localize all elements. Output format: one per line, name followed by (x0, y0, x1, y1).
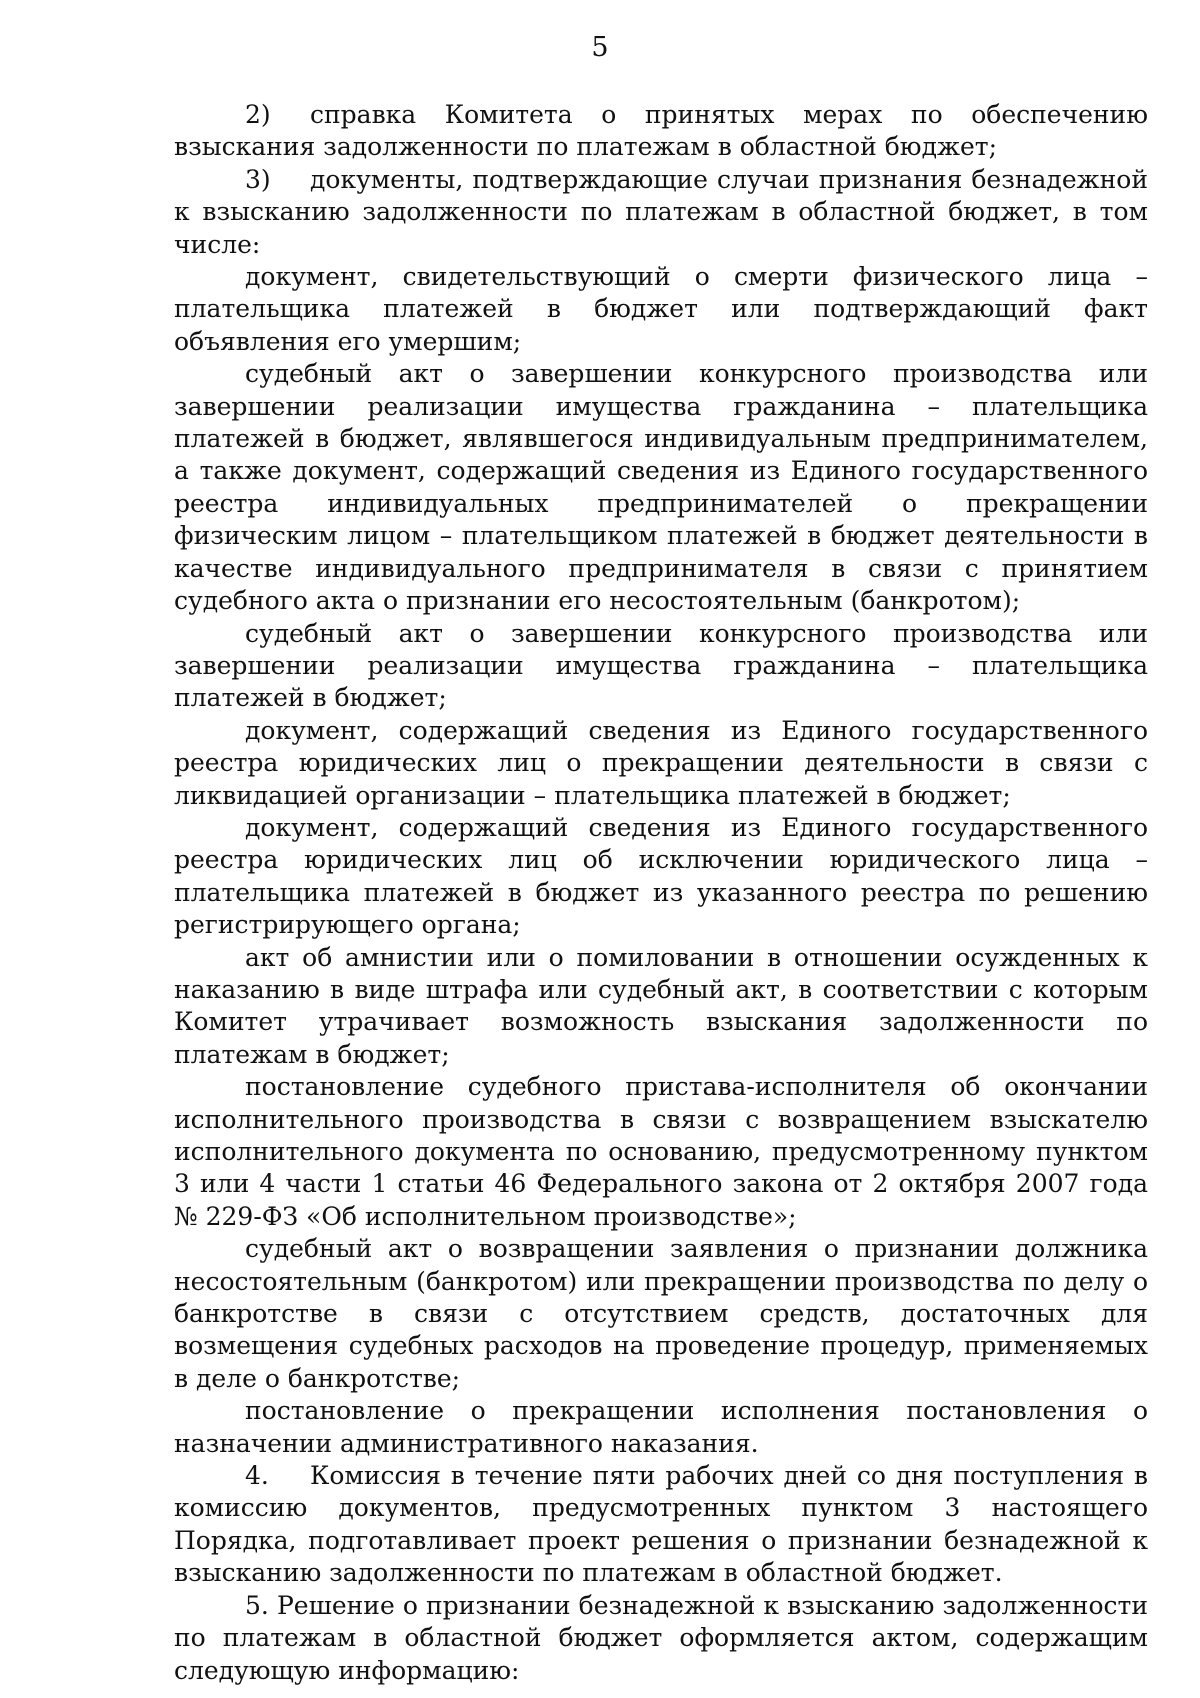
item-number: 2) (245, 100, 271, 129)
paragraph-item-4 (174, 1460, 1148, 1590)
paragraph: постановление о прекращении исполнения постановления о назначении административного наказания. (174, 1396, 1148, 1458)
paragraph: постановление судебного пристава-исполнителя об окончании исполнительного производства в связи с возвращением взыскателю исполнительного документа по основанию, предусмотренному пунктом 3 или 4 части 1 статьи 46 Федерального закона от 2 октября 2007 года № 229-ФЗ «Об исполнительном производстве»; (174, 1072, 1148, 1231)
page-number: 5 (591, 32, 609, 63)
paragraph: документ, свидетельствующий о смерти физического лица – плательщика платежей в бюджет или подтверждающий факт объявления его умершим; (174, 262, 1148, 356)
paragraph-item-2 (174, 99, 1148, 164)
paragraph: судебный акт о завершении конкурсного производства или завершении реализации имущества гражданина – плательщика платежей в бюджет; (174, 618, 1148, 713)
paragraph: судебный акт о завершении конкурсного производства или завершении реализации имущества гражданина – плательщика платежей в бюджет, являвшегося индивидуальным предпринимателем, а также документ, содержащий сведения из Единого государственного реестра индивидуальных предпринимателей о прекращении физическим лицом – плательщиком платежей в бюджет деятельности в качестве индивидуального предпринимателя в связи с принятием судебного акта о признании его несостоятельным (банкротом); (174, 359, 1148, 616)
document-body (174, 99, 1148, 1687)
paragraph-item-5: 5. Решение о признании безнадежной к взысканию задолженности по платежам в областной бюджет оформляется актом, содержащим следующую информацию: (174, 1590, 1148, 1685)
paragraph-text: Комиссия в течение пяти рабочих дней со дня поступления в комиссию документов, предусмотренных пунктом 3 настоящего Порядка, подготавливает проект решения о признании безнадежной к взысканию задолженности по платежам в областной бюджет. (174, 1461, 1148, 1588)
paragraph-item-3 (174, 164, 1148, 261)
paragraph: судебный акт о возвращении заявления о признании должника несостоятельным (банкротом) или прекращении производства по делу о банкротстве в связи с отсутствием средств, достаточных для возмещения судебных расходов на проведение процедур, применяемых в деле о банкротстве; (174, 1234, 1148, 1393)
paragraph: акт об амнистии или о помиловании в отношении осужденных к наказанию в виде штрафа или судебный акт, в соответствии с которым Комитет утрачивает возможность взыскания задолженности по платежам в бюджет; (174, 942, 1148, 1069)
paragraph-text: документы, подтверждающие случаи признания безнадежной к взысканию задолженности по платежам в областной бюджет, в том числе: (174, 164, 1148, 259)
item-number: 4. (245, 1461, 269, 1491)
paragraph: документ, содержащий сведения из Единого государственного реестра юридических лиц о прекращении деятельности в связи с ликвидацией организации – плательщика платежей в бюджет; (174, 715, 1148, 810)
paragraph-text: справка Комитета о принятых мерах по обеспечению взыскания задолженности по платежам в областной бюджет; (174, 100, 1148, 162)
paragraph: документ, содержащий сведения из Единого государственного реестра юридических лиц об исключении юридического лица – плательщика платежей в бюджет из указанного реестра по решению регистрирующего органа; (174, 812, 1148, 940)
item-number: 3) (245, 164, 271, 194)
